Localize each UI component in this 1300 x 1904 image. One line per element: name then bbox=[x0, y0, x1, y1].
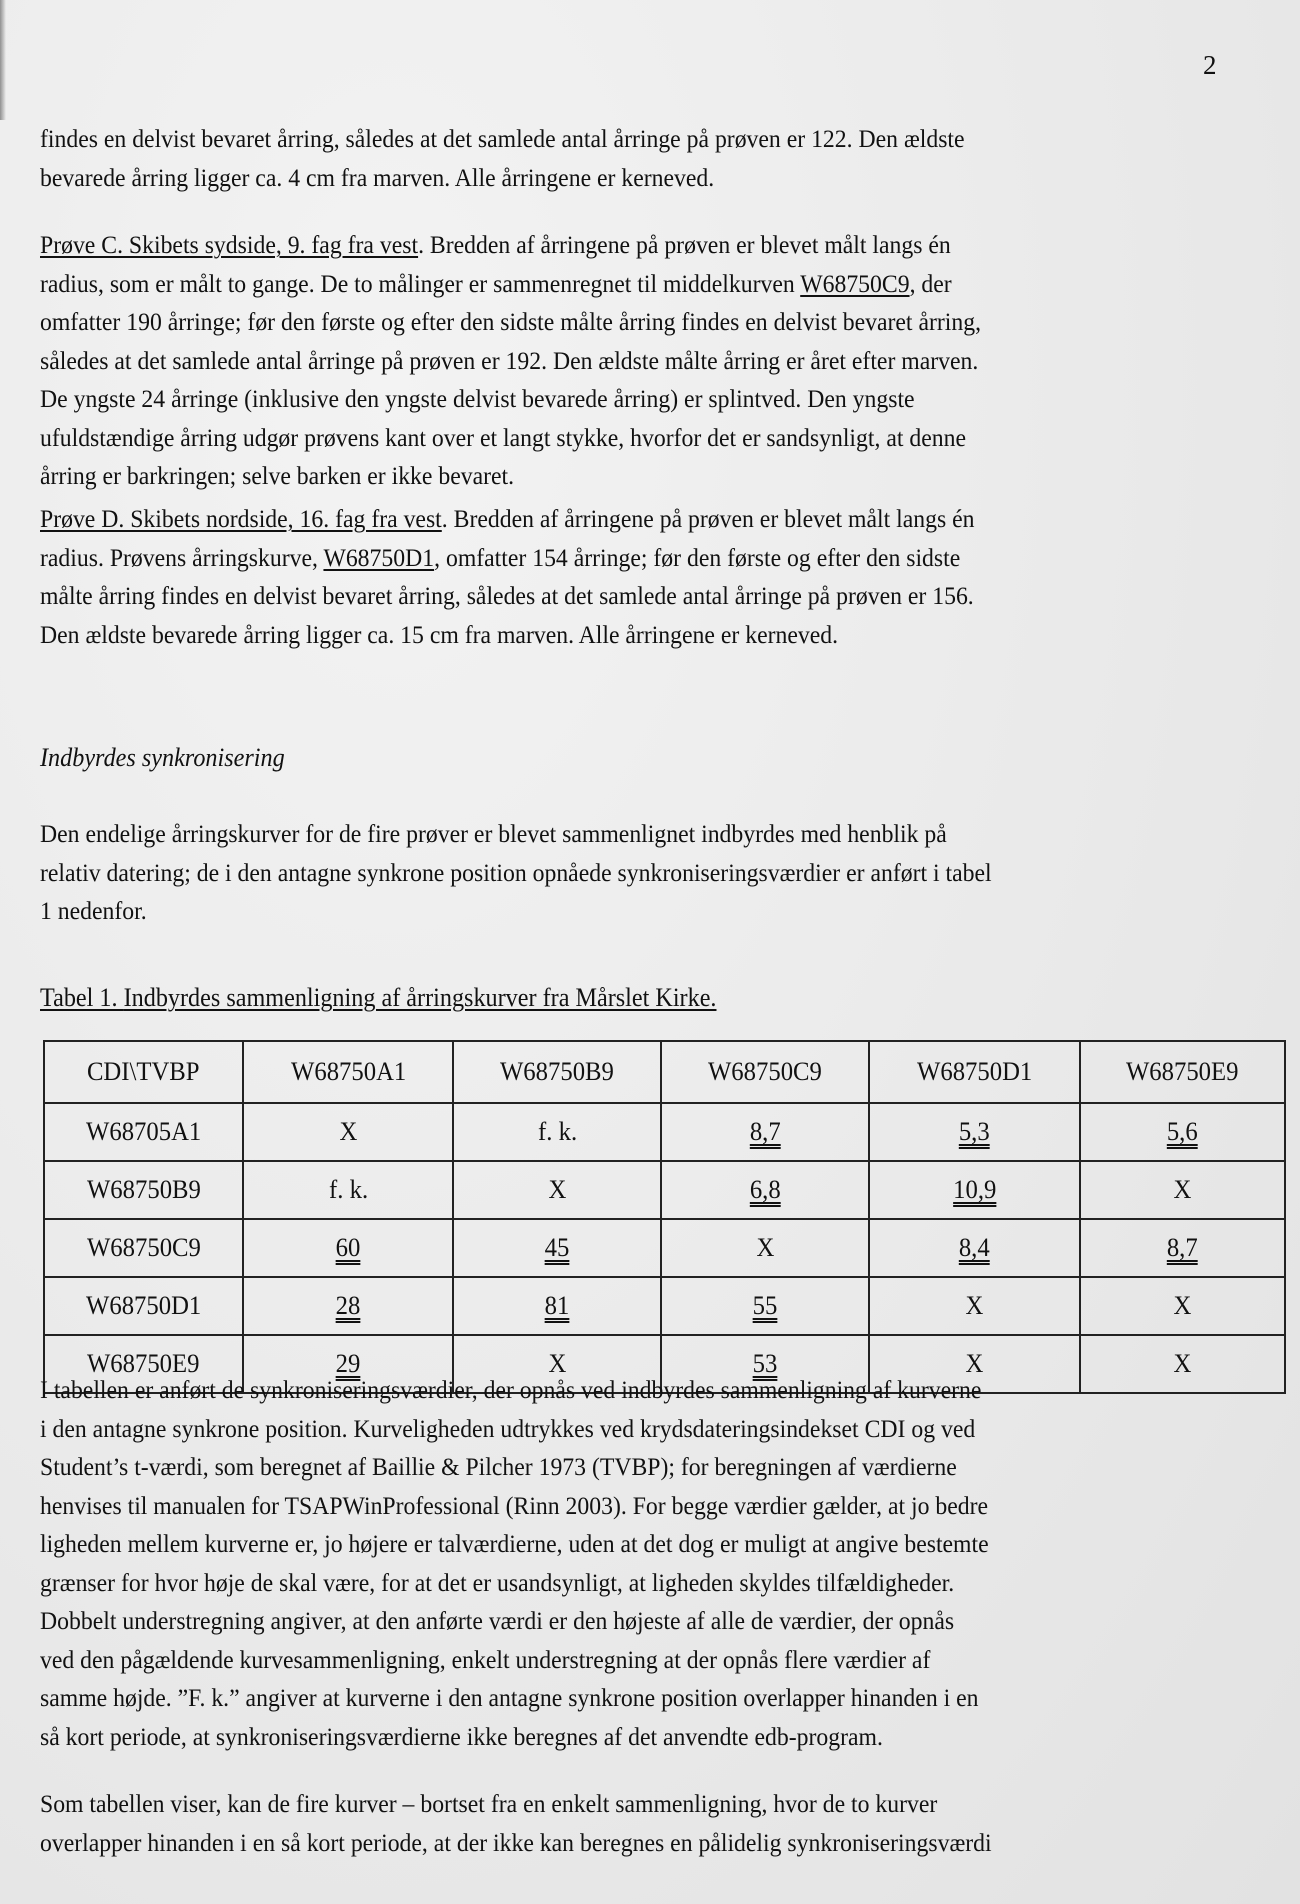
text-line: henvises til manualen for TSAPWinProfessional (Rinn 2003). For begge værdier gælder, at jo bedre bbox=[40, 1490, 989, 1520]
column-header-label: W68750C9 bbox=[708, 1057, 823, 1086]
column-header bbox=[1080, 1041, 1285, 1103]
text-line: Den ældste bevarede årring ligger ca. 15 cm fra marven. Alle årringene er kerneved. bbox=[40, 619, 839, 649]
cell-value: X bbox=[548, 1175, 567, 1204]
text-line: Dobbelt understregning angiver, at den anførte værdi er den højeste af alle de værdier, der opnås bbox=[40, 1606, 955, 1635]
text-span: , der bbox=[909, 268, 952, 298]
cell-value: X bbox=[965, 1291, 984, 1320]
text-line: målte årring findes en delvist bevaret årring, således at det samlede antal årringe på prøven er 156. bbox=[40, 581, 974, 610]
text-line: I tabellen er anført de synkroniseringsværdier, der opnås ved indbyrdes sammenligning af kurverne bbox=[40, 1375, 982, 1404]
synchronization-table bbox=[43, 1040, 1286, 1394]
cell-value: 60 bbox=[335, 1233, 361, 1262]
paragraph-intro-table bbox=[40, 815, 1175, 931]
section-heading: Indbyrdes synkronisering bbox=[40, 743, 285, 772]
row-header bbox=[44, 1277, 243, 1335]
text-line bbox=[40, 226, 1175, 265]
paragraph-prove-d bbox=[40, 500, 1175, 654]
table-cell bbox=[869, 1103, 1079, 1161]
text-line: findes en delvist bevaret årring, således at det samlede antal årringe på prøven er 122. Den ældste bbox=[40, 124, 965, 153]
curve-id-d1: W68750D1 bbox=[323, 542, 435, 572]
text-span: radius, som er målt to gange. De to målinger er sammenregnet til middelkurven bbox=[40, 268, 801, 298]
cell-value: X bbox=[548, 1349, 567, 1378]
text-line: De yngste 24 årringe (inklusive den yngste delvist bevarede årring) er splintved. Den yngste bbox=[40, 384, 915, 413]
text-span: . Bredden af årringene på prøven er blevet målt langs én bbox=[441, 504, 975, 533]
table-row bbox=[44, 1103, 1285, 1161]
cell-value: f. k. bbox=[537, 1117, 577, 1146]
text-line: i den antagne synkrone position. Kurveligheden udtrykkes ved krydsdateringsindekset CDI og ved bbox=[40, 1413, 976, 1443]
cell-value: 5,3 bbox=[958, 1117, 990, 1146]
cell-value: X bbox=[965, 1349, 984, 1378]
text-line: ved den pågældende kurvesammenligning, enkelt understregning at der opnås flere værdier af bbox=[40, 1644, 931, 1674]
table-cell bbox=[869, 1161, 1079, 1219]
text-line: således at det samlede antal årringe på prøven er 192. Den ældste målte årring er året efter marven. bbox=[40, 345, 979, 375]
table-cell bbox=[869, 1219, 1079, 1277]
sample-heading-d: Prøve D. Skibets nordside, 16. fag fra vest bbox=[40, 504, 442, 533]
table-caption-prefix: Tabel 1. bbox=[40, 983, 124, 1012]
cell-value: 81 bbox=[544, 1291, 570, 1320]
table-cell bbox=[1080, 1277, 1285, 1335]
column-header-label: W68750B9 bbox=[500, 1057, 615, 1086]
text-line: omfatter 190 årringe; før den første og efter den sidste målte årring findes en delvist bevaret årring, bbox=[40, 307, 982, 336]
paragraph-table-explanation bbox=[40, 1371, 1175, 1756]
table-cell bbox=[1080, 1161, 1285, 1219]
column-header bbox=[869, 1041, 1079, 1103]
cell-value: 28 bbox=[335, 1291, 361, 1320]
paragraph-prove-c bbox=[40, 226, 1175, 496]
table-corner-cell bbox=[44, 1041, 243, 1103]
row-header-label: W68750E9 bbox=[87, 1349, 200, 1378]
text-line: Som tabellen viser, kan de fire kurver – bortset fra en enkelt sammenligning, hvor de to kurver bbox=[40, 1789, 938, 1818]
table-row bbox=[44, 1161, 1285, 1219]
column-header bbox=[453, 1041, 661, 1103]
text-line: samme højde. ”F. k.” angiver at kurverne i den antagne synkrone position overlapper hinanden i en bbox=[40, 1683, 979, 1712]
table-cell bbox=[453, 1219, 661, 1277]
text-line: Den endelige årringskurver for de fire prøver er blevet sammenlignet indbyrdes med henblik på bbox=[40, 819, 947, 848]
row-header bbox=[44, 1219, 243, 1277]
cell-value: X bbox=[756, 1233, 775, 1262]
text-span: radius. Prøvens årringskurve, bbox=[40, 542, 324, 572]
text-line bbox=[40, 500, 1175, 539]
table-row bbox=[44, 1277, 1285, 1335]
paragraph-conclusion bbox=[40, 1785, 1175, 1862]
cell-value: 10,9 bbox=[952, 1175, 996, 1204]
scan-page-edge bbox=[0, 0, 6, 120]
cell-value: f. k. bbox=[328, 1175, 368, 1204]
cell-value: 6,8 bbox=[749, 1175, 781, 1204]
table-row bbox=[44, 1219, 1285, 1277]
table-header-row bbox=[44, 1041, 1285, 1103]
table-cell bbox=[453, 1277, 661, 1335]
table-cell bbox=[243, 1103, 453, 1161]
table-caption bbox=[40, 983, 716, 1013]
row-header bbox=[44, 1161, 243, 1219]
table-cell bbox=[661, 1219, 869, 1277]
table-cell bbox=[453, 1103, 661, 1161]
table-cell bbox=[243, 1219, 453, 1277]
row-header-label: W68750B9 bbox=[86, 1175, 201, 1204]
text-span: , omfatter 154 årringe; før den første og efter den sidste bbox=[434, 542, 961, 572]
row-header bbox=[44, 1103, 243, 1161]
column-header-label: W68750D1 bbox=[916, 1057, 1032, 1086]
column-header bbox=[661, 1041, 869, 1103]
page-number: 2 bbox=[1203, 50, 1217, 80]
paragraph-prove-b-end bbox=[40, 120, 1175, 197]
column-header bbox=[243, 1041, 453, 1103]
table-cell bbox=[243, 1277, 453, 1335]
table-cell bbox=[1080, 1103, 1285, 1161]
text-line: Student’s t-værdi, som beregnet af Baillie & Pilcher 1973 (TVBP); for beregningen af værdierne bbox=[40, 1452, 957, 1481]
text-line: 1 nedenfor. bbox=[40, 896, 147, 925]
text-line: ufuldstændige årring udgør prøvens kant over et langt stykke, hvorfor det er sandsynligt, at denne bbox=[40, 422, 966, 452]
row-header-label: W68750C9 bbox=[86, 1233, 201, 1262]
text-span: . Bredden af årringene på prøven er blevet målt langs én bbox=[418, 230, 951, 259]
text-line: relativ datering; de i den antagne synkrone position opnåede synkroniseringsværdier er anført i tabel bbox=[40, 857, 992, 887]
curve-id-c9: W68750C9 bbox=[800, 268, 910, 298]
cell-value: 29 bbox=[335, 1349, 361, 1378]
cell-value: 8,7 bbox=[749, 1117, 781, 1146]
cell-value: 5,6 bbox=[1166, 1117, 1198, 1146]
table-cell bbox=[661, 1161, 869, 1219]
cell-value: 45 bbox=[544, 1233, 570, 1262]
cell-value: 8,4 bbox=[958, 1233, 990, 1262]
table-cell bbox=[453, 1161, 661, 1219]
text-line: overlapper hinanden i en så kort periode, at der ikke kan beregnes en pålidelig synkroniseringsværdi bbox=[40, 1827, 992, 1857]
column-header-label: W68750A1 bbox=[290, 1057, 406, 1086]
sample-heading-c: Prøve C. Skibets sydside, 9. fag fra vest bbox=[40, 230, 419, 259]
row-header-label: W68705A1 bbox=[85, 1117, 202, 1146]
text-line: bevarede årring ligger ca. 4 cm fra marven. Alle årringene er kerneved. bbox=[40, 162, 715, 192]
cell-value: X bbox=[1173, 1175, 1192, 1204]
text-line bbox=[40, 539, 1175, 578]
table-cell bbox=[661, 1277, 869, 1335]
cell-value: 8,7 bbox=[1166, 1233, 1198, 1262]
table-caption-title: Indbyrdes sammenligning af årringskurver fra Mårslet Kirke. bbox=[123, 983, 717, 1012]
cell-value: X bbox=[1173, 1291, 1192, 1320]
table-cell bbox=[1080, 1219, 1285, 1277]
text-line: så kort periode, at synkroniseringsværdierne ikke beregnes af det anvendte edb-program. bbox=[40, 1721, 883, 1751]
cell-value: 53 bbox=[752, 1349, 778, 1378]
table-cell bbox=[243, 1161, 453, 1219]
cell-value: X bbox=[1173, 1349, 1192, 1378]
column-header-label: W68750E9 bbox=[1126, 1057, 1239, 1086]
cell-value: X bbox=[339, 1117, 358, 1146]
cell-value: 55 bbox=[752, 1291, 778, 1320]
text-line: ligheden mellem kurverne er, jo højere er talværdierne, uden at det dog er muligt at angive bestemte bbox=[40, 1529, 989, 1558]
table-cell bbox=[869, 1277, 1079, 1335]
text-line: årring er barkringen; selve barken er ikke bevaret. bbox=[40, 461, 515, 490]
corner-label: CDI\TVBP bbox=[87, 1057, 200, 1086]
row-header-label: W68750D1 bbox=[85, 1291, 202, 1320]
text-line: grænser for hvor høje de skal være, for at det er usandsynligt, at ligheden skyldes tilfældigheder. bbox=[40, 1567, 955, 1597]
table-cell bbox=[661, 1103, 869, 1161]
text-line bbox=[40, 265, 1175, 304]
